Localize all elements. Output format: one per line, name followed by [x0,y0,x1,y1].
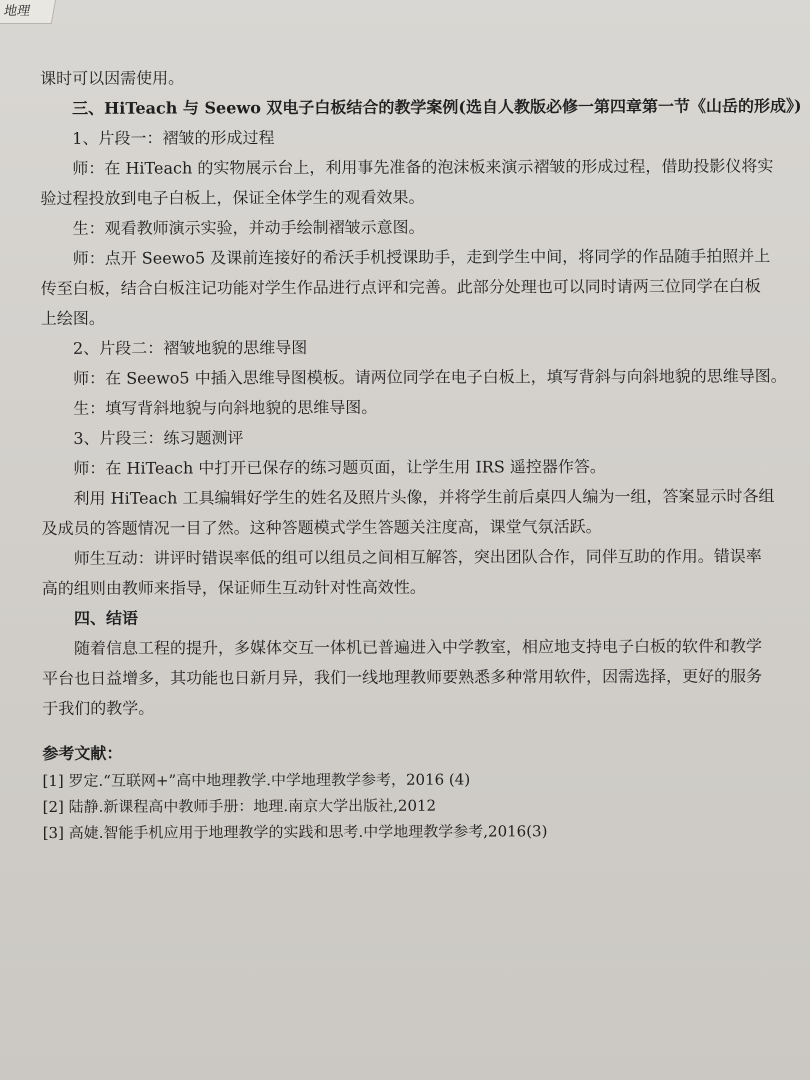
body-line-15: 随着信息工程的提升，多媒体交互一体机已普遍进入中学教室，相应地支持电子白板的软件和教学 [74,636,763,658]
body-line-7: 上绘图。 [40,308,105,328]
body-line-11: 利用 HiTeach 工具编辑好学生的姓名及照片头像，并将学生前后桌四人编为一组，答案显示时各组 [73,486,775,508]
section-heading-3: 三、HiTeach 与 Seewo 双电子白板结合的教学案例(选自人教版必修一第四章第一节《山岳的形成》) [72,96,802,118]
body-line-9: 生：填写背斜地貌与向斜地貌的思维导图。 [73,397,378,418]
body-line-2: 师：在 HiTeach 的实物展示台上，利用事先准备的泡沫板来演示褶皱的形成过程，借助投影仪将实 [72,156,774,178]
body-line-16: 平台也日益增多，其功能也日新月异，我们一线地理教师要熟悉多种常用软件，因需选择，更好的服务 [42,666,763,688]
subsection-heading-1: 1、片段一：褶皱的形成过程 [72,128,275,148]
body-line-10: 师：在 HiTeach 中打开已保存的练习题页面，让学生用 IRS 遥控器作答。 [73,457,606,478]
body-line-4: 生：观看教师演示实验，并动手绘制褶皱示意图。 [72,217,425,238]
subsection-heading-3: 3、片段三：练习题测评 [73,428,244,448]
references-title: 参考文献： [42,743,123,763]
body-line-3: 验过程投放到电子白板上，保证全体学生的观看效果。 [40,187,425,208]
body-line-13: 师生互动：讲评时错误率低的组可以组员之间相互解答，突出团队合作，同伴互助的作用。错误率 [73,546,762,568]
body-line-17: 于我们的教学。 [42,698,155,718]
body-line-1: 课时可以因需使用。 [40,68,185,88]
body-line-5: 师：点开 Seewo5 及课前连接好的希沃手机授课助手，走到学生中间，将同学的作品随手拍照并上 [72,246,771,268]
document-content [40,61,802,846]
subsection-heading-2: 2、片段二：褶皱地貌的思维导图 [72,338,308,358]
body-line-8: 师：在 Seewo5 中插入思维导图模板。请两位同学在电子白板上，填写背斜与向斜地貌的思维导图。 [73,366,787,388]
section-heading-4: 四、结语 [73,608,138,628]
reference-item-1: [1] 罗定.“互联网+”高中地理教学.中学地理教学参考，2016 (4) [42,770,471,790]
reference-item-3: [3] 高婕.智能手机应用于地理教学的实践和思考.中学地理教学参考,2016(3) [42,822,548,842]
corner-tab: 地理 [0,0,56,24]
reference-item-2: [2] 陆静.新课程高中教师手册：地理.南京大学出版社,2012 [42,796,437,816]
references-section [42,737,772,846]
body-line-6: 传至白板，结合白板注记功能对学生作品进行点评和完善。此部分处理也可以同时请两三位同学在白板 [40,276,761,298]
body-line-14: 高的组则由教师来指导，保证师生互动针对性高效性。 [41,577,426,598]
body-line-12: 及成员的答题情况一目了然。这种答题模式学生答题关注度高，课堂气氛活跃。 [41,517,602,538]
